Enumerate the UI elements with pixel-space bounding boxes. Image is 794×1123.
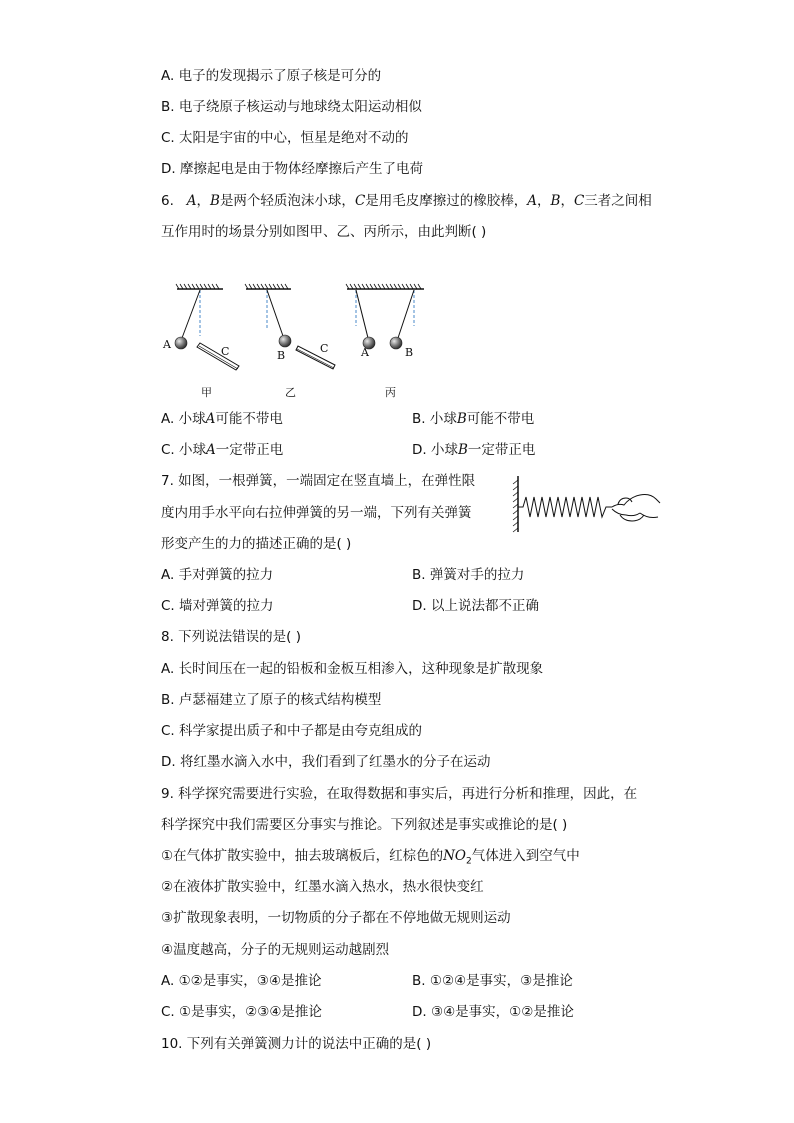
q8-stem: 8. 下列说法错误的是( ) — [161, 629, 301, 645]
q5-option-d: D. 摩擦起电是由于物体经摩擦后产生了电荷 — [161, 161, 423, 177]
option-text: D. 小球 — [412, 442, 458, 458]
q6-number: 6. — [161, 193, 174, 209]
caption-yi: 乙 — [285, 386, 296, 399]
q5-option-b: B. 电子绕原子核运动与地球绕太阳运动相似 — [161, 99, 422, 115]
q10-stem: 10. 下列有关弹簧测力计的说法中正确的是( ) — [161, 1036, 432, 1052]
ball-a — [175, 337, 187, 349]
figure-jia — [162, 284, 239, 399]
figure-bing — [346, 284, 424, 399]
q7-stem-line3: 形变产生的力的描述正确的是( ) — [161, 536, 352, 552]
q7-spring-figure — [508, 474, 662, 534]
q8-option-d: D. 将红墨水滴入水中，我们看到了红墨水的分子在运动 — [161, 754, 491, 770]
q6-option-a — [161, 410, 283, 428]
var-a: A — [186, 193, 197, 209]
q6-pendulum-figure — [155, 278, 445, 404]
q5-option-c: C. 太阳是宇宙的中心，恒星是绝对不动的 — [161, 130, 409, 146]
q8-option-b: B. 卢瑟福建立了原子的核式结构模型 — [161, 692, 382, 708]
figure-yi — [245, 284, 335, 399]
var-b: B — [457, 442, 468, 458]
var-b: B — [210, 193, 220, 209]
q7-option-b: B. 弹簧对手的拉力 — [412, 567, 525, 583]
q8-option-a: A. 长时间压在一起的铅板和金板互相渗入，这种现象是扩散现象 — [161, 661, 544, 677]
q7-option-c: C. 墙对弹簧的拉力 — [161, 598, 274, 614]
var-b: B — [550, 193, 561, 209]
stem-text: 三者之间相 — [584, 193, 652, 209]
label-b: B — [277, 349, 286, 362]
q9-stem-line2: 科学探究中我们需要区分事实与推论。下列叙述是事实或推论的是( ) — [161, 817, 568, 833]
var-a: A — [205, 411, 216, 427]
caption-jia: 甲 — [201, 386, 212, 399]
option-text: C. 小球 — [161, 442, 207, 458]
stem-text: ， — [537, 193, 551, 209]
q9-stem-line1: 9. 科学探究需要进行实验，在取得数据和事实后，再进行分析和推理，因此，在 — [161, 786, 638, 802]
label-a: A — [163, 338, 171, 351]
q6-option-b — [412, 410, 534, 428]
var-a: A — [206, 442, 216, 458]
label-a: A — [361, 346, 369, 359]
stem-text: ， — [196, 193, 211, 209]
q7-option-d: D. 以上说法都不正确 — [412, 598, 539, 614]
q9-statement-4: ④温度越高，分子的无规则运动越剧烈 — [161, 942, 390, 958]
option-text: 可能不带电 — [466, 411, 535, 427]
q9-option-c: C. ①是事实，②③④是推论 — [161, 1004, 322, 1020]
stem-text: 是两个轻质泡沫小球， — [219, 193, 355, 209]
label-b: B — [405, 346, 414, 359]
q9-statement-2: ②在液体扩散实验中，红墨水滴入热水，热水很快变红 — [161, 879, 484, 895]
q9-option-d: D. ③④是事实，①②是推论 — [412, 1004, 574, 1020]
option-text: A. 小球 — [161, 411, 206, 427]
hand-icon — [612, 495, 660, 522]
q7-stem-line2: 度内用手水平向右拉伸弹簧的另一端，下列有关弹簧 — [161, 505, 472, 521]
statement-text: ①在气体扩散实验中，抽去玻璃板后，红棕色的 — [161, 848, 444, 864]
q7-option-a: A. 手对弹簧的拉力 — [161, 567, 274, 583]
ball-b — [279, 335, 291, 347]
q6-option-c — [161, 441, 283, 459]
stem-text: 是用毛皮摩擦过的橡胶棒， — [365, 193, 528, 209]
q7-stem-line1: 7. 如图，一根弹簧，一端固定在竖直墙上，在弹性限 — [161, 473, 476, 489]
q9-option-a: A. ①②是事实，③④是推论 — [161, 973, 322, 989]
option-text: B. 小球 — [412, 411, 457, 427]
q9-statement-1 — [161, 847, 580, 871]
q5-option-a: A. 电子的发现揭示了原子核是可分的 — [161, 68, 382, 84]
q6-option-d — [412, 441, 535, 459]
var-c: C — [573, 193, 585, 209]
var-c: C — [354, 193, 366, 209]
statement-text: 气体进入到空气中 — [471, 848, 580, 864]
q6-stem-line2: 互作用时的场景分别如图甲、乙、丙所示，由此判断( ) — [161, 224, 487, 240]
ball-b — [390, 337, 402, 349]
q6-stem-line1 — [161, 192, 652, 210]
option-text: 可能不带电 — [215, 411, 283, 427]
var-a: A — [527, 193, 538, 209]
stem-text: ， — [560, 193, 574, 209]
option-text: 一定带正电 — [215, 442, 284, 458]
spring — [518, 497, 612, 517]
label-c: C — [320, 342, 329, 355]
var-b: B — [456, 411, 467, 427]
formula: NO — [443, 848, 466, 864]
option-text: 一定带正电 — [467, 442, 536, 458]
caption-bing: 丙 — [385, 386, 396, 399]
q9-option-b: B. ①②④是事实，③是推论 — [412, 973, 573, 989]
q9-statement-3: ③扩散现象表明，一切物质的分子都在不停地做无规则运动 — [161, 910, 511, 926]
label-c: C — [221, 345, 230, 358]
formula-subscript: 2 — [466, 856, 472, 867]
q8-option-c: C. 科学家提出质子和中子都是由夸克组成的 — [161, 723, 423, 739]
